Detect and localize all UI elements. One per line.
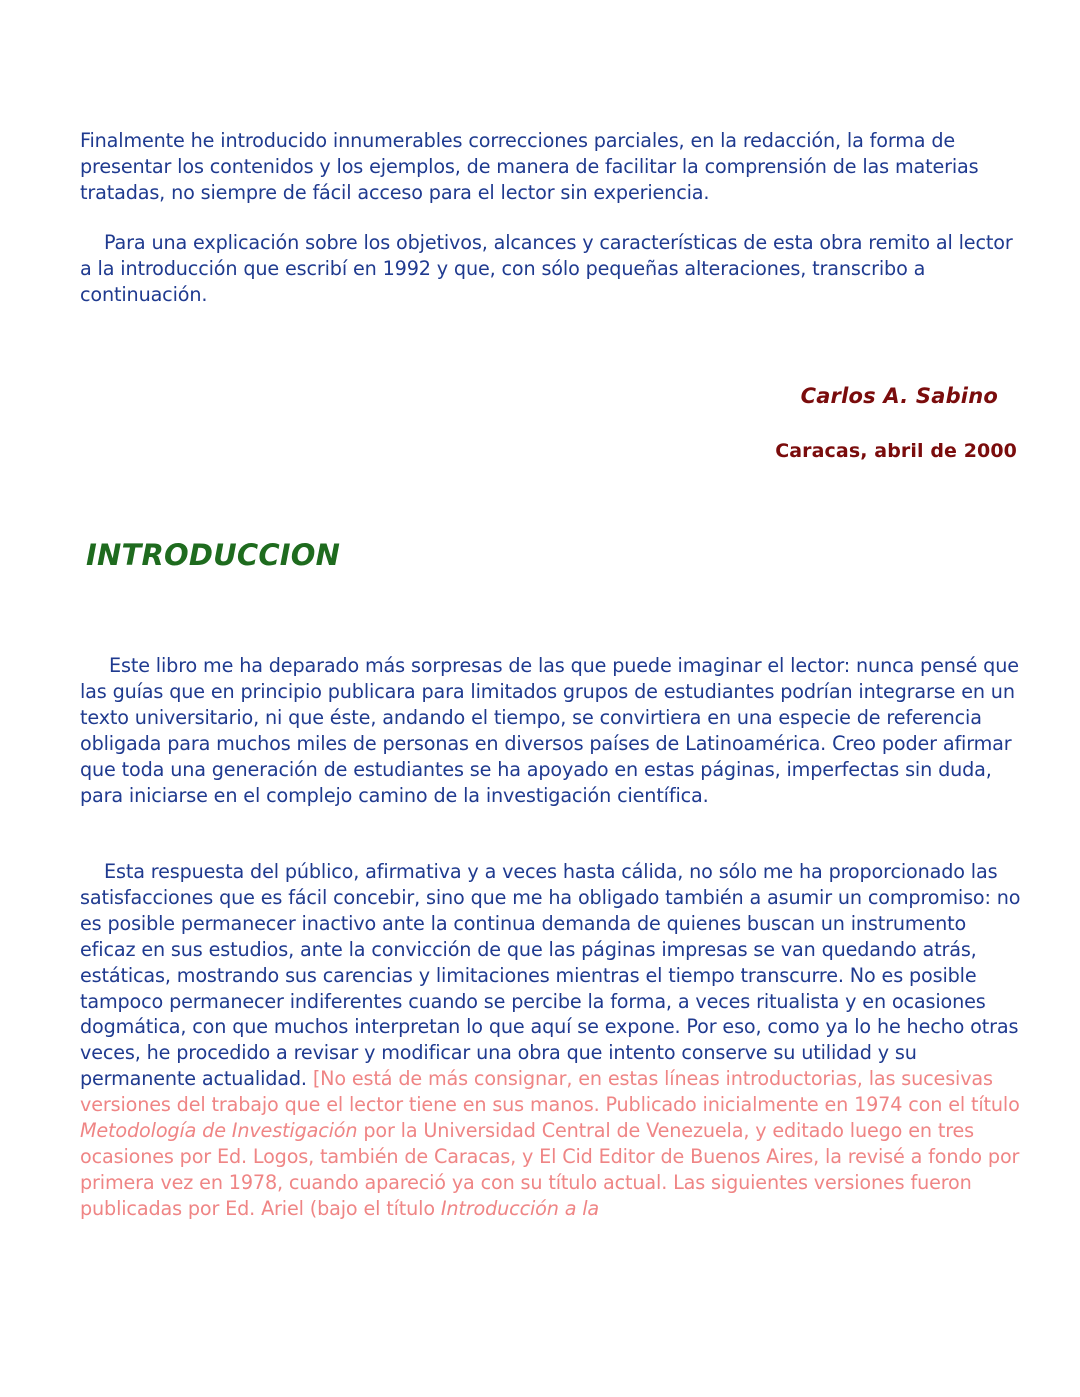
paragraph-response-main: Esta respuesta del público, afirmativa y a veces hasta cálida, no sólo me ha proporcionado las satisfacciones que es fácil concebir, sino que me ha obligado también a asumir un compromiso: no es posible permanecer inactivo ante la continua demanda de quienes buscan un instrumento eficaz en sus estudios, ante la convicción de que las páginas impresas se van quedando atrás, estáticas, mostrando sus carencias y limitaciones mientras el tiempo transcurre. No es posible tampoco permanecer indiferentes cuando se percibe la forma, a veces ritualista y en ocasiones dogmática, con que muchos interpretan lo que aquí se expone. Por eso, como ya lo he hecho otras veces, he procedido a revisar y modificar una obra que intento conserve su utilidad y su permanente actualidad. xyxy=(80,860,1021,1091)
editorial-note-part-b: por la Universidad Central de Venezuela, y editado luego en tres ocasiones por Ed. Logos, también de Caracas, y El Cid Editor de Buenos Aires, la revisé a fondo por primera vez en 1978, cuando apareció ya con su título actual. Las siguientes versiones fueron publicadas por Ed. Ariel (bajo el título xyxy=(80,1119,1020,1220)
paragraph-surprises: Este libro me ha deparado más sorpresas de las que puede imaginar el lector: nunca pensé que las guías que en principio publicara para limitados grupos de estudiantes podrían integrarse en un texto universitario, ni que éste, andando el tiempo, se convirtiera en una especie de referencia obligada para muchos miles de personas en diversos países de Latinoamérica. Creo poder afirmar que toda una generación de estudiantes se ha apoyado en estas páginas, imperfectas sin duda, para iniciarse en el complejo camino de la investigación científica. xyxy=(80,654,1019,807)
place-date: Caracas, abril de 2000 xyxy=(775,440,1017,462)
author-signature: Carlos A. Sabino xyxy=(800,384,998,408)
section-heading: INTRODUCCION xyxy=(86,538,341,572)
editorial-note-title-1: Metodología de Investigación xyxy=(80,1119,358,1143)
paragraph-objectives: Para una explicación sobre los objetivos, alcances y características de esta obra remito al lector a la introducción que escribí en 1992 y que, con sólo pequeñas alteraciones, transcribo a continuación. xyxy=(80,231,1013,306)
editorial-note-part-a: [No está de más consignar, en estas líneas introductorias, las sucesivas versiones del trabajo que el lector tiene en sus manos. Publicado inicialmente en 1974 con el título xyxy=(80,1067,1020,1117)
editorial-note-title-2: Introducción a la xyxy=(440,1196,600,1220)
paragraph-corrections: Finalmente he introducido innumerables correcciones parciales, en la redacción, la forma de presentar los contenidos y los ejemplos, de manera de facilitar la comprensión de las materias tratadas, no siempre de fácil acceso para el lector sin experiencia. xyxy=(80,129,979,204)
paragraph-response xyxy=(80,859,1025,1222)
